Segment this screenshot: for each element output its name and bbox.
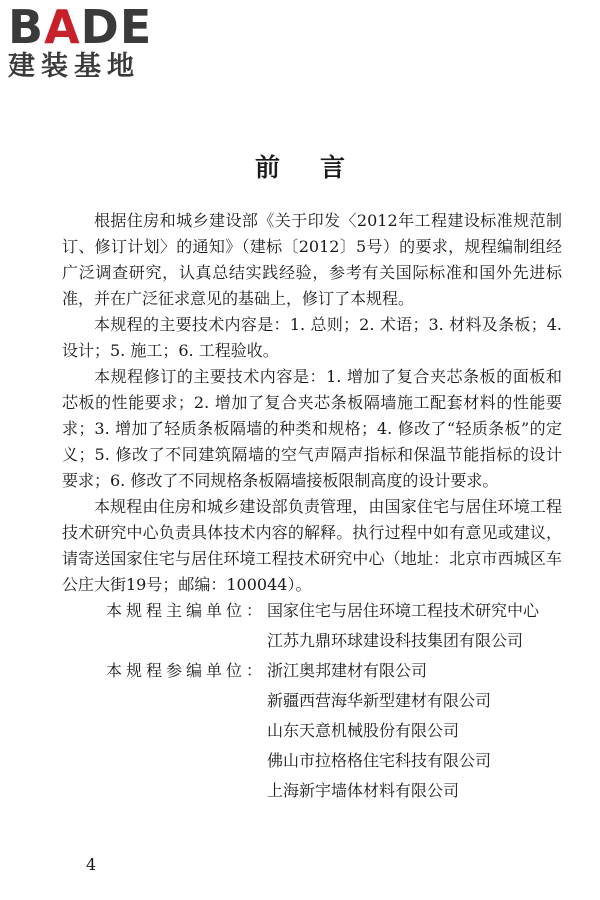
- chief-units-row: [62, 598, 562, 658]
- logo-wordmark: [8, 0, 178, 54]
- document-body: [62, 208, 562, 808]
- participating-unit-item: 山东天意机械股份有限公司: [267, 721, 460, 740]
- paragraph-management: 本规程由住房和城乡建设部负责管理，由国家住宅与居住环境工程技术研究中心负责具体技术内容的解释。执行过程中如有意见或建议，请寄送国家住宅与居住环境工程技术研究中心（地址：北京市西城区车公庄大街19号；邮编：100044）。: [62, 497, 562, 594]
- page-number: 4: [86, 855, 97, 874]
- paragraph-intro: 根据住房和城乡建设部《关于印发〈2012年工程建设标准规范制订、修订计划〉的通知》（建标〔2012〕5号）的要求，规程编制组经广泛调查研究，认真总结实践经验，参考有关国际标准和国外先进标准，并在广泛征求意见的基础上，修订了本规程。: [62, 211, 562, 308]
- participating-unit-item: 佛山市拉格格住宅科技有限公司: [267, 751, 492, 770]
- chief-unit-item: 国家住宅与居住环境工程技术研究中心: [267, 601, 540, 620]
- chief-unit-item: 江苏九鼎环球建设科技集团有限公司: [267, 631, 524, 650]
- paragraph-revision-contents: 本规程修订的主要技术内容是：1. 增加了复合夹芯条板的面板和芯板的性能要求；2. 增加了复合夹芯条板隔墙施工配套材料的性能要求；3. 增加了轻质条板隔墙的种类和规格；4. 修改了“轻质条板”的定义；5. 修改了不同建筑隔墙的空气声隔声指标和保温节能指标的设计要求；6. 修改了不同规格条板隔墙接板限制高度的设计要求。: [62, 367, 562, 490]
- page-title: 前言: [254, 153, 385, 182]
- paragraph-main-contents: 本规程的主要技术内容是：1. 总则；2. 术语；3. 材料及条板；4. 设计；5. 施工；6. 工程验收。: [62, 315, 562, 360]
- logo-letter-a: A: [44, 0, 81, 54]
- participating-unit-item: 新疆西营海华新型建材有限公司: [267, 691, 492, 710]
- logo-subtitle: 建装基地: [8, 51, 140, 82]
- participating-units-row: [62, 658, 562, 808]
- participating-units-list: [267, 658, 562, 808]
- logo-letters-de: DE: [80, 0, 153, 54]
- units-section: [62, 598, 562, 808]
- chief-units-list: [267, 598, 562, 658]
- logo-letter-b: B: [8, 0, 45, 54]
- participating-unit-item: 浙江奥邦建材有限公司: [267, 661, 428, 680]
- participating-unit-item: 上海新宇墙体材料有限公司: [267, 781, 460, 800]
- participating-units-label: 本规程参编单位：: [106, 661, 267, 680]
- chief-units-label: 本规程主编单位：: [106, 601, 267, 620]
- brand-logo: [8, 0, 178, 82]
